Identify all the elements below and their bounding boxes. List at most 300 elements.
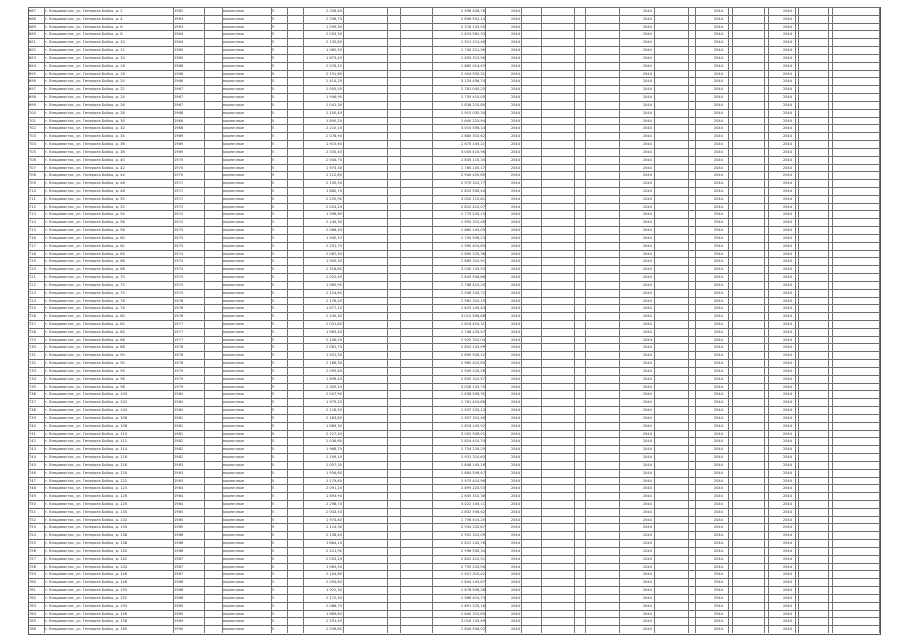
table-cell: 691 [29, 40, 36, 45]
table-cell: 2044 [642, 384, 652, 389]
table-cell: 2044 [510, 9, 520, 13]
table-cell: 690 [29, 32, 36, 37]
table-cell: 2044 [782, 259, 792, 264]
table-cell: кирпичные [223, 588, 244, 593]
table-cell: г. Владивосток, ул. Генерала Бойко, д. 112 [45, 439, 128, 444]
table-cell: 2044 [510, 361, 520, 366]
table-cell: 2044 [782, 619, 792, 624]
table-cell: 2 690 556,12 [460, 353, 485, 358]
table-cell: г. Владивосток, ул. Генерала Бойко, д. 50 [45, 196, 125, 201]
table-cell: 5 [272, 134, 275, 139]
table-cell: кирпичные [223, 564, 244, 569]
table-cell: 1970 [174, 165, 184, 170]
table-cell: 5 [272, 126, 275, 131]
table-cell: 2044 [782, 322, 792, 326]
table-cell: 2044 [782, 368, 792, 373]
table-cell: 733 [29, 368, 36, 373]
table-cell: 2044 [510, 188, 520, 193]
table-cell: г. Владивосток, ул. Генерала Бойко, д. 142 [45, 556, 128, 561]
table-cell: 2 210,10 [325, 126, 342, 131]
table-cell: 2 915 035,34 [460, 110, 485, 115]
table-cell: 2044 [642, 447, 652, 452]
table-cell: 1 893,90 [325, 494, 342, 499]
table-cell: 2044 [782, 9, 792, 13]
table-cell: г. Владивосток, ул. Генерала Бойко, д. 114 [45, 447, 128, 452]
table-cell: 2 955 310,48 [460, 220, 485, 225]
table-cell: 2044 [642, 290, 652, 295]
table-cell: 2 852 145,99 [460, 345, 485, 350]
table-cell: кирпичные [223, 400, 244, 405]
table-cell: 2044 [510, 345, 520, 350]
table-cell: г. Владивосток, ул. Генерала Бойко, д. 98 [45, 384, 125, 389]
table-cell: 1 985,90 [325, 282, 342, 287]
table-cell: 713 [29, 212, 36, 217]
table-cell: 1969 [174, 149, 184, 154]
table-cell: 726 [29, 314, 36, 319]
table-cell: кирпичные [223, 79, 244, 84]
table-cell: 1987 [174, 556, 184, 561]
table-cell: 2044 [510, 627, 520, 632]
table-cell: 2 221,90 [325, 548, 342, 553]
table-cell: кирпичные [223, 212, 244, 217]
table-cell: 2044 [510, 157, 520, 162]
table-cell: 722 [29, 282, 36, 287]
table-cell: 736 [29, 392, 36, 397]
table-cell: кирпичные [223, 392, 244, 397]
table-cell: 2044 [642, 259, 652, 264]
grid-line [828, 7, 829, 633]
table-cell: 2044 [713, 423, 723, 428]
table-cell: г. Владивосток, ул. Генерала Бойко, д. 150 [45, 588, 128, 593]
table-cell: 2 830 115,30 [460, 157, 485, 162]
table-cell: 1978 [174, 353, 184, 358]
table-cell: кирпичные [223, 118, 244, 123]
table-cell: 747 [29, 478, 36, 483]
table-cell: 2 044,70 [325, 157, 342, 162]
table-cell: 754 [29, 533, 36, 538]
table-cell: г. Владивосток, ул. Генерала Бойко, д. 44 [45, 173, 125, 178]
table-cell: кирпичные [223, 533, 244, 538]
table-cell: 2044 [713, 87, 723, 92]
table-cell: 2 112,80 [325, 173, 342, 178]
table-cell: г. Владивосток, ул. Генерала Бойко, д. 16 [45, 63, 125, 68]
table-cell: 2 660 310,91 [460, 259, 485, 264]
table-cell: г. Владивосток, ул. Генерала Бойко, д. 4 [45, 16, 123, 21]
table-cell: 2044 [510, 87, 520, 92]
table-cell: кирпичные [223, 204, 244, 209]
table-cell: 2 684 556,47 [460, 470, 485, 475]
table-cell: кирпичные [223, 494, 244, 499]
table-cell: 2 925 310,04 [460, 337, 485, 342]
grid-line [764, 7, 765, 633]
table-cell: кирпичные [223, 462, 244, 467]
table-cell: 764 [29, 611, 36, 616]
table-cell: 2044 [713, 63, 723, 68]
table-cell: 2044 [510, 501, 520, 506]
table-cell: 2 109,10 [325, 455, 342, 460]
table-cell: 2044 [510, 40, 520, 45]
table-cell: 1964 [174, 40, 184, 45]
table-cell: кирпичные [223, 501, 244, 506]
table-cell: 2 975 410,96 [460, 478, 485, 483]
table-cell: 2 775 220,15 [460, 212, 485, 217]
table-cell: 2044 [510, 517, 520, 522]
table-cell: 717 [29, 243, 36, 248]
table-cell: 1986 [174, 548, 184, 553]
table-cell: кирпичные [223, 9, 244, 13]
table-cell: 5 [272, 486, 275, 491]
grid-line [541, 7, 542, 633]
table-cell: 2 172,50 [325, 595, 342, 600]
table-cell: кирпичные [223, 486, 244, 491]
table-cell: 2044 [713, 447, 723, 452]
table-cell: 2044 [642, 251, 652, 256]
table-cell: 2044 [510, 290, 520, 295]
table-cell: г. Владивосток, ул. Генерала Бойко, д. 54 [45, 212, 125, 217]
table-cell: 765 [29, 619, 36, 624]
table-cell: 2044 [713, 431, 723, 436]
table-cell: 2044 [782, 212, 792, 217]
table-cell: 2 610 556,40 [460, 188, 485, 193]
table-cell: 1974 [174, 267, 184, 272]
table-cell: 1 931,50 [325, 353, 342, 358]
table-cell: 5 [272, 157, 275, 162]
grid-line [688, 7, 689, 633]
table-cell: г. Владивосток, ул. Генерала Бойко, д. 96 [45, 376, 125, 381]
table-cell: 1976 [174, 306, 184, 311]
table-cell: 5 [272, 384, 275, 389]
table-cell: 694 [29, 63, 36, 68]
table-cell: 2 041,30 [325, 102, 342, 107]
table-cell: 2 740 221,96 [460, 48, 485, 53]
table-cell: кирпичные [223, 102, 244, 107]
table-cell: 2 705 410,05 [460, 95, 485, 100]
table-cell: 1982 [174, 447, 184, 452]
table-cell: 5 [272, 9, 275, 13]
table-cell: кирпичные [223, 259, 244, 264]
table-cell: 5 [272, 306, 275, 311]
table-cell: г. Владивосток, ул. Генерала Бойко, д. 102 [45, 400, 128, 405]
table-cell: г. Владивосток, ул. Генерала Бойко, д. 80 [45, 314, 125, 319]
table-cell: кирпичные [223, 142, 244, 147]
table-cell: 2 158,40 [325, 533, 342, 538]
table-cell: кирпичные [223, 40, 244, 45]
table-cell: 1973 [174, 228, 184, 233]
table-cell: 2044 [782, 16, 792, 21]
table-cell: 5 [272, 533, 275, 538]
table-cell: г. Владивосток, ул. Генерала Бойко, д. 34 [45, 134, 125, 139]
table-cell: 738 [29, 408, 36, 413]
table-cell: 5 [272, 149, 275, 154]
table-cell: 1965 [174, 48, 184, 53]
table-cell: 2044 [782, 126, 792, 131]
table-cell: 2044 [713, 173, 723, 178]
table-cell: 5 [272, 87, 275, 92]
table-cell: г. Владивосток, ул. Генерала Бойко, д. 72 [45, 282, 125, 287]
table-cell: 2044 [642, 188, 652, 193]
table-cell: 5 [272, 580, 275, 585]
table-cell: 2044 [642, 470, 652, 475]
table-cell: 5 [272, 95, 275, 100]
table-cell: 2044 [713, 24, 723, 29]
table-cell: 5 [272, 588, 275, 593]
table-cell: 2044 [713, 55, 723, 60]
table-cell: 5 [272, 290, 275, 295]
table-cell: 1984 [174, 501, 184, 506]
table-cell: 2044 [642, 455, 652, 460]
table-cell: 2044 [642, 126, 652, 131]
table-cell: 2044 [642, 423, 652, 428]
table-cell: 5 [272, 611, 275, 616]
table-cell: г. Владивосток, ул. Генерала Бойко, д. 116 [45, 455, 128, 460]
table-cell: 2 087,50 [325, 251, 342, 256]
table-cell: 2 781 045,25 [460, 87, 485, 92]
table-cell: 1990 [174, 627, 184, 632]
table-cell: 2 255,90 [325, 196, 342, 201]
table-cell: 1968 [174, 126, 184, 131]
table-cell: г. Владивосток, ул. Генерала Бойко, д. 156 [45, 611, 128, 616]
table-cell: 2044 [713, 142, 723, 147]
table-cell: 2 900 220,26 [460, 368, 485, 373]
table-cell: 698 [29, 95, 36, 100]
table-cell: 1977 [174, 329, 184, 334]
table-cell: 2 095,60 [325, 368, 342, 373]
table-cell: 5 [272, 165, 275, 170]
table-cell: г. Владивосток, ул. Генерала Бойко, д. 118 [45, 462, 128, 467]
table-cell: 2044 [782, 102, 792, 107]
table-cell: 1989 [174, 619, 184, 624]
table-cell: 2044 [782, 134, 792, 139]
grid-line [387, 7, 388, 633]
table-cell: 1974 [174, 259, 184, 264]
table-cell: 2044 [713, 220, 723, 225]
table-cell: 2 124,60 [325, 290, 342, 295]
table-cell: 5 [272, 188, 275, 193]
table-cell: 2044 [782, 181, 792, 186]
table-cell: 2044 [713, 368, 723, 373]
table-cell: 1975 [174, 275, 184, 280]
table-cell: 1980 [174, 400, 184, 405]
table-cell: 1987 [174, 564, 184, 569]
table-cell: кирпичные [223, 580, 244, 585]
table-cell: кирпичные [223, 541, 244, 546]
table-cell: 3 120 456,74 [460, 79, 485, 84]
table-cell: 2 612 145,76 [460, 541, 485, 546]
table-cell: 2044 [713, 314, 723, 319]
table-cell: 2 005,50 [325, 87, 342, 92]
table-cell: 2044 [713, 134, 723, 139]
table-cell: г. Владивосток, ул. Генерала Бойко, д. 128 [45, 501, 128, 506]
table-cell: 5 [272, 259, 275, 264]
table-cell: 2 990 410,64 [460, 243, 485, 248]
table-cell: кирпичные [223, 32, 244, 37]
grid-line [271, 7, 272, 633]
table-cell: 730 [29, 345, 36, 350]
grid-line [728, 7, 729, 633]
table-cell: 2044 [782, 470, 792, 475]
grid-line [485, 7, 486, 633]
table-cell: 1975 [174, 282, 184, 287]
table-cell: 1 979,20 [325, 400, 342, 405]
table-cell: 2 188,30 [325, 361, 342, 366]
table-cell: г. Владивосток, ул. Генерала Бойко, д. 74 [45, 290, 125, 295]
table-cell: г. Владивосток, ул. Генерала Бойко, д. 64 [45, 251, 125, 256]
table-cell: 2044 [510, 447, 520, 452]
table-cell: 2044 [642, 306, 652, 311]
table-cell: 2044 [510, 298, 520, 303]
table-cell: 703 [29, 134, 36, 139]
table-cell: 2044 [642, 509, 652, 514]
table-cell: 2044 [782, 431, 792, 436]
table-cell: 2 940 420,69 [460, 173, 485, 178]
table-cell: 2 836 210,80 [460, 102, 485, 107]
table-cell: 2044 [713, 110, 723, 115]
table-cell: кирпичные [223, 134, 244, 139]
table-cell: 2044 [642, 525, 652, 530]
table-cell: 5 [272, 415, 275, 420]
table-cell: 2 952 310,09 [460, 533, 485, 538]
table-cell: 2044 [782, 149, 792, 154]
table-cell: 2044 [782, 572, 792, 577]
table-cell: г. Владивосток, ул. Генерала Бойко, д. 110 [45, 431, 128, 436]
table-cell: 2 618 145,92 [460, 423, 485, 428]
table-cell: 2044 [510, 494, 520, 499]
table-cell: 756 [29, 548, 36, 553]
table-cell: 2044 [642, 181, 652, 186]
table-cell: 2044 [782, 298, 792, 303]
table-cell: 1982 [174, 455, 184, 460]
table-cell: 2044 [510, 259, 520, 264]
table-cell: 5 [272, 353, 275, 358]
table-cell: 2044 [510, 533, 520, 538]
table-cell: 725 [29, 306, 36, 311]
table-cell: 2044 [782, 611, 792, 616]
table-cell: 2044 [713, 627, 723, 632]
table-cell: 2044 [782, 361, 792, 366]
table-cell: 1970 [174, 173, 184, 178]
table-cell: 5 [272, 196, 275, 201]
table-cell: 2044 [642, 353, 652, 358]
table-cell: 2 750 220,94 [460, 564, 485, 569]
table-cell: 5 [272, 267, 275, 272]
table-cell: 5 [272, 298, 275, 303]
table-cell: 2044 [782, 188, 792, 193]
table-cell: 1962 [174, 9, 184, 13]
table-cell: 2044 [642, 298, 652, 303]
table-cell: 1 877,10 [325, 306, 342, 311]
table-cell: 2 163,80 [325, 415, 342, 420]
table-cell: 2 937 220,13 [460, 408, 485, 413]
table-cell: 2044 [713, 408, 723, 413]
table-cell: 5 [272, 517, 275, 522]
table-cell: 2 844 145,67 [460, 580, 485, 585]
table-cell: 2044 [510, 181, 520, 186]
table-cell: 2 179,60 [325, 478, 342, 483]
table-cell: 2044 [510, 611, 520, 616]
table-cell: 2044 [510, 71, 520, 76]
table-cell: 2044 [782, 501, 792, 506]
table-cell: 2044 [782, 267, 792, 272]
table-cell: 2044 [642, 517, 652, 522]
table-cell: 1 860,70 [325, 188, 342, 193]
table-cell: 2044 [510, 322, 520, 326]
table-cell: 1979 [174, 376, 184, 381]
table-cell: 2044 [642, 55, 652, 60]
table-cell: 705 [29, 149, 36, 154]
table-cell: 2 114,30 [325, 525, 342, 530]
table-cell: 2044 [782, 243, 792, 248]
table-cell: г. Владивосток, ул. Генерала Бойко, д. 86 [45, 337, 125, 342]
table-cell: 688 [29, 16, 36, 21]
grid-line [173, 7, 174, 633]
grid-line [654, 7, 655, 633]
table-cell: 2044 [782, 63, 792, 68]
table-cell: 5 [272, 243, 275, 248]
table-cell: 2 820 410,51 [460, 556, 485, 561]
table-cell: г. Владивосток, ул. Генерала Бойко, д. 36 [45, 142, 125, 147]
table-cell: 2 848 145,18 [460, 462, 485, 467]
table-cell: 2044 [510, 95, 520, 100]
table-cell: 2044 [713, 455, 723, 460]
table-cell: 5 [272, 470, 275, 475]
table-cell: 2044 [510, 376, 520, 381]
table-cell: 5 [272, 462, 275, 467]
table-cell: 2044 [642, 345, 652, 350]
table-cell: 2 100,40 [325, 110, 342, 115]
table-cell: 2 645 310,38 [460, 494, 485, 499]
table-cell: 2044 [510, 306, 520, 311]
table-cell: кирпичные [223, 290, 244, 295]
table-cell: 2044 [642, 212, 652, 217]
table-cell: г. Владивосток, ул. Генерала Бойко, д. 132 [45, 517, 128, 522]
table-cell: 2044 [713, 603, 723, 608]
table-cell: 2044 [782, 204, 792, 209]
table-cell: 2044 [510, 165, 520, 170]
table-cell: г. Владивосток, ул. Генерала Бойко, д. 2 [45, 9, 123, 13]
table-cell: г. Владивосток, ул. Генерала Бойко, д. 76 [45, 298, 125, 303]
table-cell: 2044 [713, 204, 723, 209]
table-cell: 2044 [782, 55, 792, 60]
table-cell: г. Владивосток, ул. Генерала Бойко, д. 48 [45, 188, 125, 193]
table-cell: 2 880 310,62 [460, 134, 485, 139]
grid-line [732, 7, 733, 633]
table-cell: 5 [272, 619, 275, 624]
table-cell: 748 [29, 486, 36, 491]
table-cell: 2 227,40 [325, 431, 342, 436]
table-cell: 2044 [782, 486, 792, 491]
table-cell: 2 151,60 [325, 71, 342, 76]
table-cell: г. Владивосток, ул. Генерала Бойко, д. 78 [45, 306, 125, 311]
table-cell: 2 895 220,53 [460, 486, 485, 491]
table-cell: 2 761 410,88 [460, 400, 485, 405]
table-cell: 5 [272, 439, 275, 444]
table-cell: 1967 [174, 102, 184, 107]
table-cell: 2044 [642, 118, 652, 123]
table-cell: 2044 [510, 267, 520, 272]
table-cell: 2 838 556,35 [460, 392, 485, 397]
table-cell: 2044 [642, 486, 652, 491]
table-cell: 2044 [642, 501, 652, 506]
table-cell: 5 [272, 220, 275, 225]
table-cell: 2044 [782, 517, 792, 522]
table-cell: кирпичные [223, 243, 244, 248]
table-cell: 2044 [642, 228, 652, 233]
table-cell: 2044 [510, 423, 520, 428]
table-cell: 2044 [782, 494, 792, 499]
table-cell: 2 860 145,09 [460, 228, 485, 233]
table-cell: 5 [272, 32, 275, 37]
table-cell: 2044 [642, 564, 652, 569]
